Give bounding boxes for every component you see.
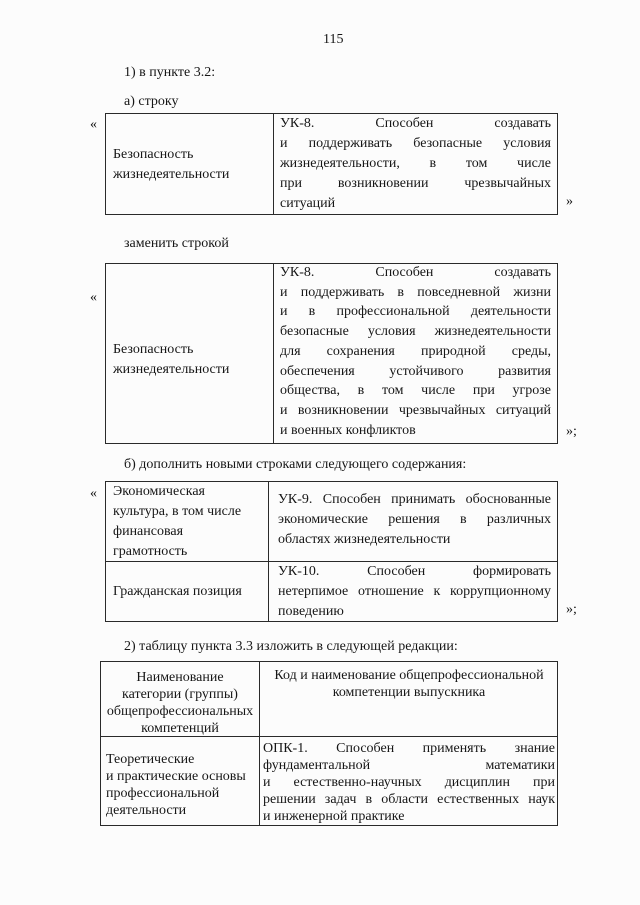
added-row-2-competence: УК-10. Способен формировать нетерпимое отношение к коррупционному поведению [278, 564, 551, 619]
table33-header-col2: Код и наименование общепрофессиональной компетенции выпускника [274, 668, 544, 700]
column-divider [273, 113, 274, 215]
page-number: 115 [323, 32, 344, 47]
quote-close-semicolon: »; [566, 424, 577, 439]
new-row-category: Безопасность жизнедеятельности [113, 342, 230, 377]
quote-close: » [566, 194, 573, 209]
item2-heading: 2) таблицу пункта 3.3 изложить в следующей редакции: [124, 639, 458, 654]
column-divider [259, 661, 260, 826]
table33-row1-col2: ОПК-1. Способен применять знание фундаментальной математики и естественно-научных дисциплин при решении задач в области естественных наук и инженерной практике [263, 741, 555, 824]
added-row-2-category: Гражданская позиция [113, 584, 242, 599]
quote-close-semicolon: »; [566, 602, 577, 617]
old-row-competence: УК-8. Способен создавать и поддерживать безопасные условия жизнедеятельности, в том числе при возникновении чрезвычайных ситуаций [280, 116, 551, 211]
quote-open: « [90, 290, 97, 305]
table33-row1-col1: Теоретические и практические основы профессиональной деятельности [106, 752, 246, 818]
replace-heading: заменить строкой [124, 236, 229, 251]
table33-header-col1: Наименование категории (группы) общепрофессиональных компетенций [106, 670, 254, 736]
column-divider [273, 263, 274, 444]
item1-heading: 1) в пункте 3.2: [124, 65, 216, 80]
added-row-1-category: Экономическая культура, в том числе финансовая грамотность [113, 484, 242, 559]
column-divider [268, 481, 269, 622]
old-row-category: Безопасность жизнедеятельности [113, 147, 230, 182]
quote-open: « [90, 486, 97, 501]
added-row-1-competence: УК-9. Способен принимать обоснованные экономические решения в различных областях жизнедеятельности [278, 492, 551, 547]
item1a-heading: а) строку [124, 94, 179, 109]
item1b-heading: б) дополнить новыми строками следующего содержания: [124, 457, 467, 472]
new-row-competence: УК-8. Способен создавать и поддерживать в повседневной жизни и в профессиональной деятельности безопасные условия жизнедеятельности для сохранения природной среды, обеспечения устойчивого развития общества, в том числе при угрозе и возникновении чрезвычайных ситуаций и военных конфликтов [280, 265, 551, 438]
quote-open: « [90, 117, 97, 132]
